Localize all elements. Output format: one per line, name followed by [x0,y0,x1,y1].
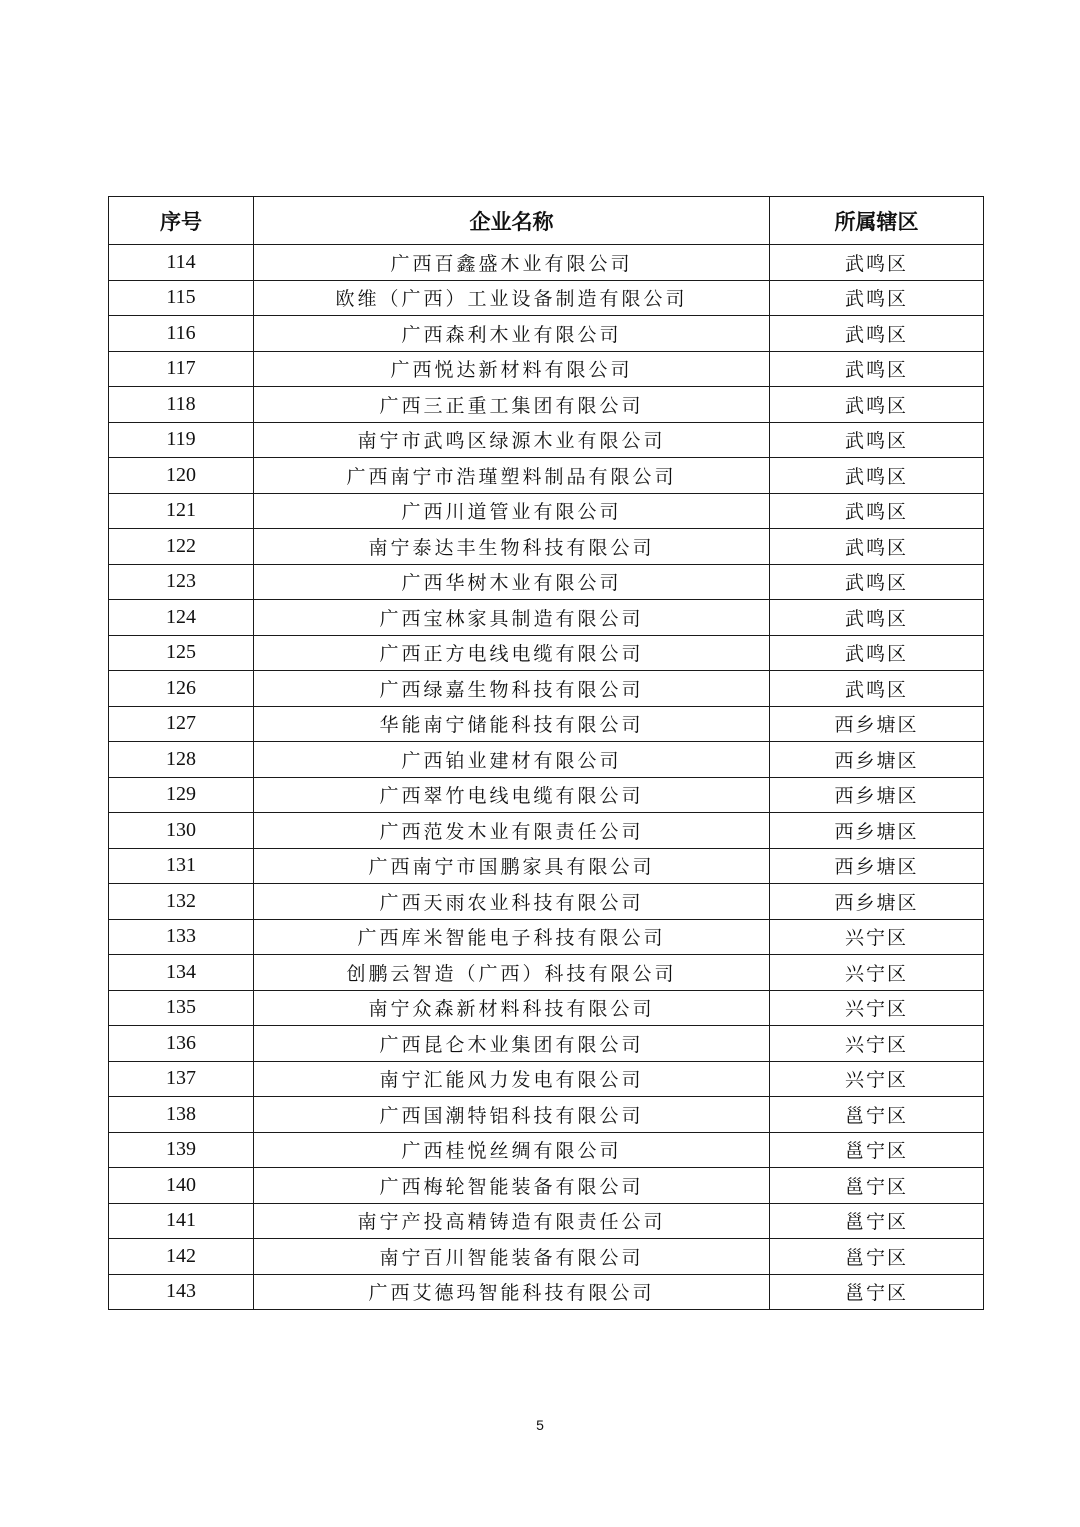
district-cell: 武鸣区 [770,245,984,281]
enterprise-table-container [108,196,983,1310]
serial-number-cell: 136 [109,1026,254,1062]
company-name-cell: 南宁百川智能装备有限公司 [254,1239,770,1275]
serial-number-cell: 140 [109,1168,254,1204]
table-row [109,777,984,813]
company-name-cell: 广西范发木业有限责任公司 [254,813,770,849]
company-name-cell: 广西翠竹电线电缆有限公司 [254,777,770,813]
page-number: 5 [536,1417,544,1433]
serial-number-cell: 141 [109,1203,254,1239]
district-cell: 西乡塘区 [770,884,984,920]
serial-number-cell: 122 [109,529,254,565]
district-cell: 邕宁区 [770,1097,984,1133]
serial-number-cell: 115 [109,280,254,316]
district-cell: 兴宁区 [770,990,984,1026]
serial-number-cell: 143 [109,1274,254,1310]
company-name-cell: 南宁汇能风力发电有限公司 [254,1061,770,1097]
serial-number-cell: 120 [109,458,254,494]
district-cell: 兴宁区 [770,1026,984,1062]
district-cell: 邕宁区 [770,1203,984,1239]
serial-number-cell: 119 [109,422,254,458]
table-row [109,1061,984,1097]
serial-number-cell: 133 [109,919,254,955]
district-cell: 兴宁区 [770,1061,984,1097]
company-name-cell: 广西桂悦丝绸有限公司 [254,1132,770,1168]
table-header [109,197,984,245]
serial-number-cell: 128 [109,742,254,778]
district-cell: 西乡塘区 [770,813,984,849]
company-name-cell: 广西库米智能电子科技有限公司 [254,919,770,955]
district-cell: 武鸣区 [770,600,984,636]
district-cell: 武鸣区 [770,351,984,387]
company-name-cell: 南宁市武鸣区绿源木业有限公司 [254,422,770,458]
table-row [109,387,984,423]
table-row [109,529,984,565]
company-name-cell: 广西南宁市国鹏家具有限公司 [254,848,770,884]
company-name-cell: 广西铂业建材有限公司 [254,742,770,778]
company-name-cell: 广西悦达新材料有限公司 [254,351,770,387]
company-name-cell: 创鹏云智造（广西）科技有限公司 [254,955,770,991]
company-name-cell: 广西正方电线电缆有限公司 [254,635,770,671]
serial-number-cell: 131 [109,848,254,884]
district-cell: 武鸣区 [770,280,984,316]
serial-number-cell: 116 [109,316,254,352]
district-cell: 武鸣区 [770,422,984,458]
serial-number-cell: 123 [109,564,254,600]
table-row [109,1132,984,1168]
table-row [109,635,984,671]
header-company-name: 企业名称 [254,197,770,245]
company-name-cell: 广西宝林家具制造有限公司 [254,600,770,636]
district-cell: 西乡塘区 [770,848,984,884]
table-row [109,1239,984,1275]
table-row [109,351,984,387]
district-cell: 邕宁区 [770,1239,984,1275]
enterprise-table [108,196,984,1310]
serial-number-cell: 137 [109,1061,254,1097]
table-row [109,1097,984,1133]
serial-number-cell: 124 [109,600,254,636]
table-row [109,1168,984,1204]
company-name-cell: 广西艾德玛智能科技有限公司 [254,1274,770,1310]
district-cell: 武鸣区 [770,387,984,423]
district-cell: 武鸣区 [770,458,984,494]
table-row [109,1274,984,1310]
table-row [109,600,984,636]
company-name-cell: 广西华树木业有限公司 [254,564,770,600]
serial-number-cell: 142 [109,1239,254,1275]
company-name-cell: 华能南宁储能科技有限公司 [254,706,770,742]
company-name-cell: 广西国潮特铝科技有限公司 [254,1097,770,1133]
table-row [109,884,984,920]
district-cell: 西乡塘区 [770,777,984,813]
table-row [109,1026,984,1062]
company-name-cell: 广西昆仑木业集团有限公司 [254,1026,770,1062]
district-cell: 武鸣区 [770,671,984,707]
company-name-cell: 广西百鑫盛木业有限公司 [254,245,770,281]
company-name-cell: 南宁泰达丰生物科技有限公司 [254,529,770,565]
table-row [109,245,984,281]
district-cell: 武鸣区 [770,564,984,600]
company-name-cell: 广西南宁市浩瑾塑料制品有限公司 [254,458,770,494]
serial-number-cell: 138 [109,1097,254,1133]
serial-number-cell: 134 [109,955,254,991]
table-row [109,742,984,778]
company-name-cell: 广西绿嘉生物科技有限公司 [254,671,770,707]
header-row [109,197,984,245]
district-cell: 武鸣区 [770,493,984,529]
district-cell: 武鸣区 [770,635,984,671]
company-name-cell: 广西三正重工集团有限公司 [254,387,770,423]
serial-number-cell: 114 [109,245,254,281]
table-row [109,564,984,600]
district-cell: 西乡塘区 [770,706,984,742]
company-name-cell: 广西天雨农业科技有限公司 [254,884,770,920]
serial-number-cell: 129 [109,777,254,813]
district-cell: 兴宁区 [770,919,984,955]
district-cell: 邕宁区 [770,1168,984,1204]
serial-number-cell: 127 [109,706,254,742]
district-cell: 邕宁区 [770,1132,984,1168]
company-name-cell: 南宁产投高精铸造有限责任公司 [254,1203,770,1239]
table-row [109,422,984,458]
district-cell: 兴宁区 [770,955,984,991]
company-name-cell: 广西梅轮智能装备有限公司 [254,1168,770,1204]
district-cell: 邕宁区 [770,1274,984,1310]
serial-number-cell: 126 [109,671,254,707]
serial-number-cell: 117 [109,351,254,387]
table-row [109,493,984,529]
company-name-cell: 广西森利木业有限公司 [254,316,770,352]
serial-number-cell: 135 [109,990,254,1026]
serial-number-cell: 121 [109,493,254,529]
header-district: 所属辖区 [770,197,984,245]
table-row [109,706,984,742]
table-row [109,1203,984,1239]
district-cell: 武鸣区 [770,316,984,352]
company-name-cell: 欧维（广西）工业设备制造有限公司 [254,280,770,316]
company-name-cell: 广西川道管业有限公司 [254,493,770,529]
table-row [109,813,984,849]
table-row [109,919,984,955]
district-cell: 西乡塘区 [770,742,984,778]
company-name-cell: 南宁众森新材料科技有限公司 [254,990,770,1026]
serial-number-cell: 118 [109,387,254,423]
serial-number-cell: 139 [109,1132,254,1168]
table-body [109,245,984,1310]
table-row [109,280,984,316]
serial-number-cell: 132 [109,884,254,920]
table-row [109,848,984,884]
serial-number-cell: 125 [109,635,254,671]
serial-number-cell: 130 [109,813,254,849]
district-cell: 武鸣区 [770,529,984,565]
header-serial-number: 序号 [109,197,254,245]
table-row [109,458,984,494]
table-row [109,990,984,1026]
table-row [109,955,984,991]
table-row [109,316,984,352]
table-row [109,671,984,707]
